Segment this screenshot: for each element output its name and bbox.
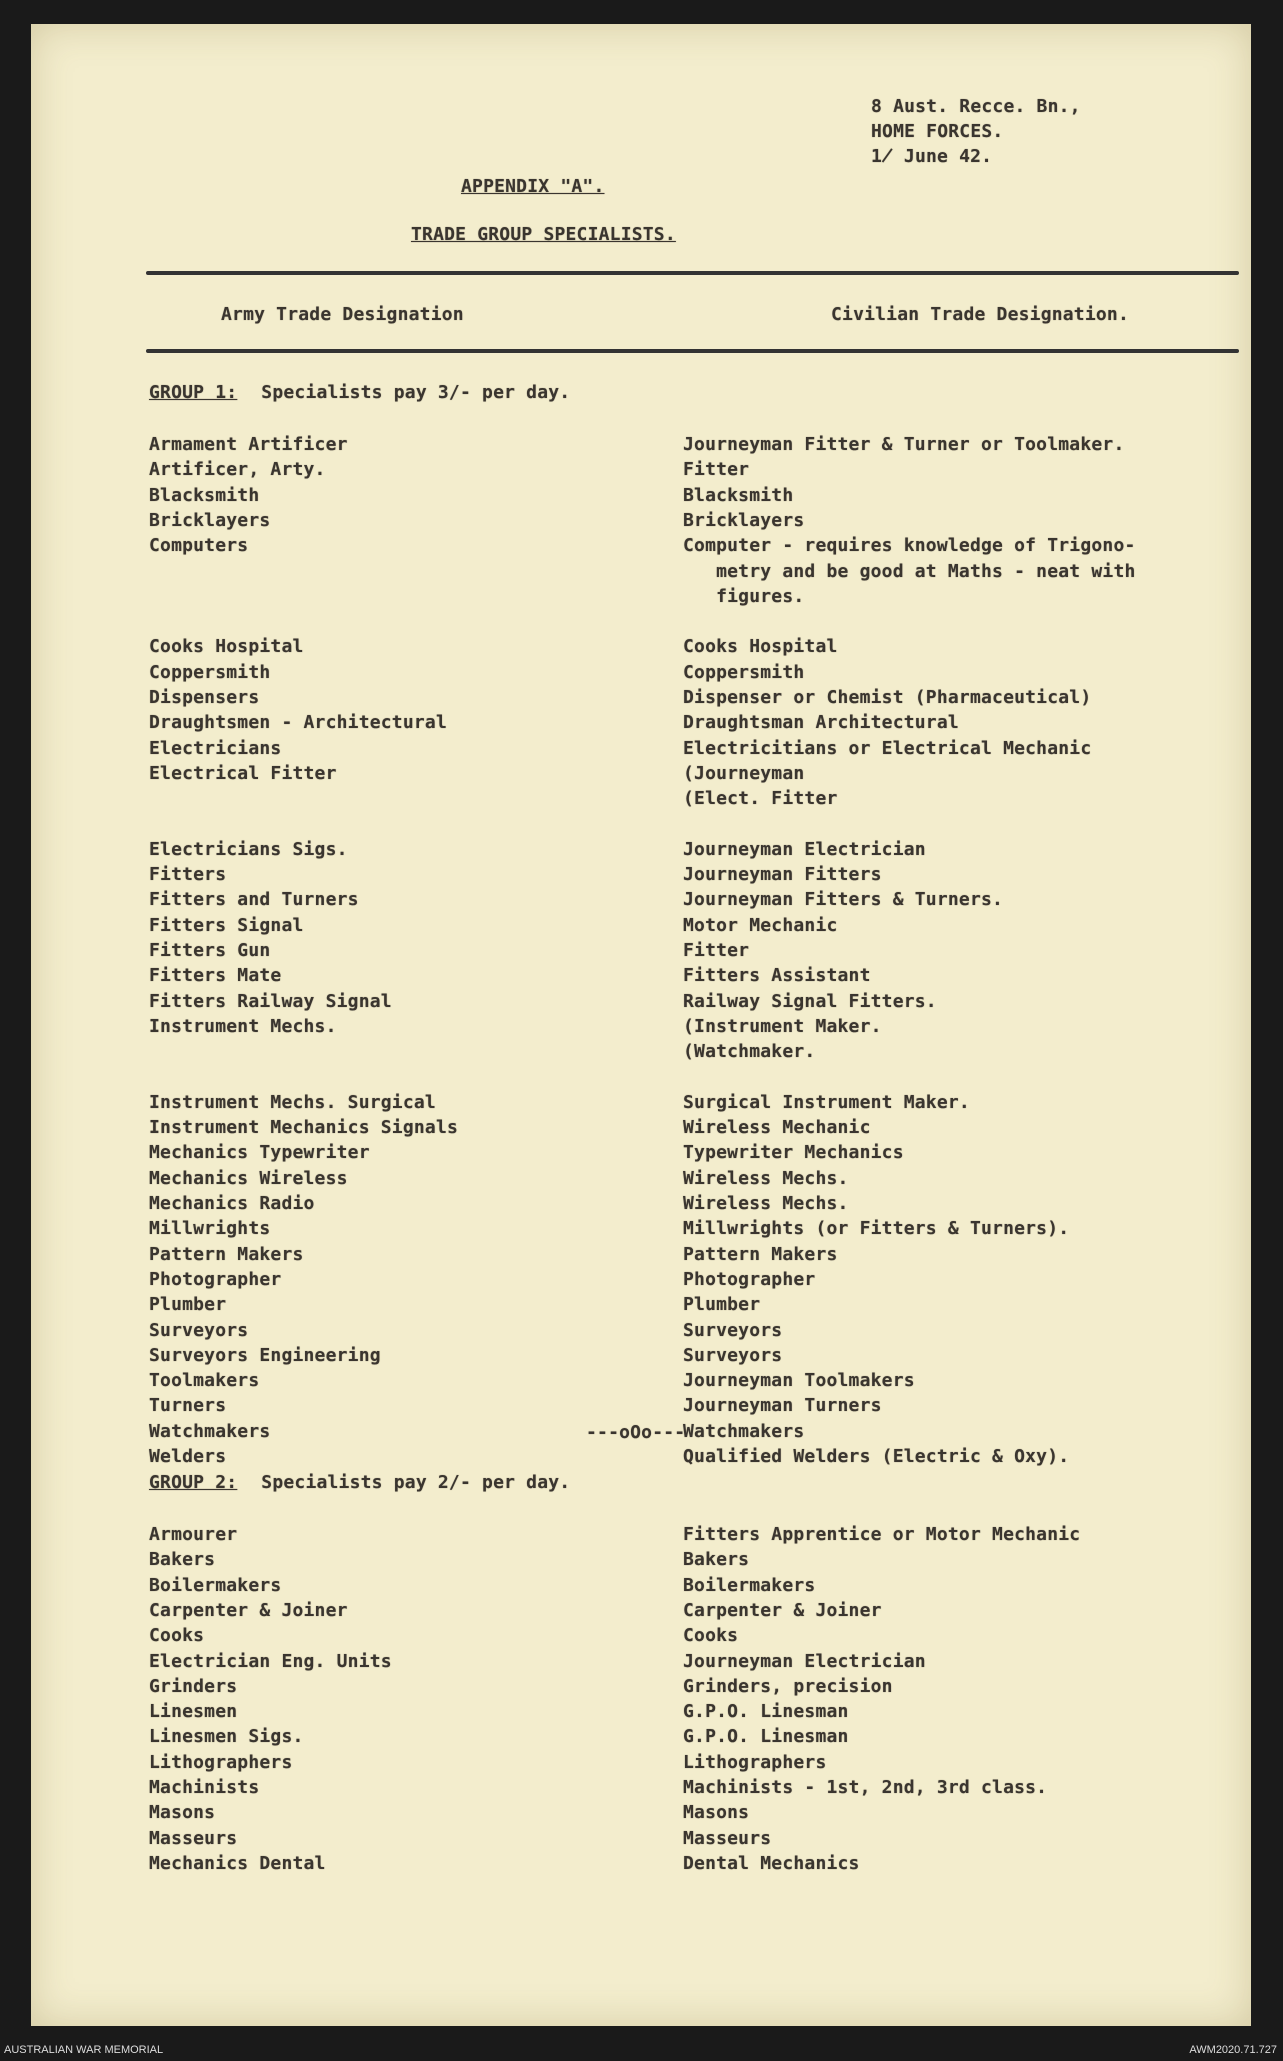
army-trade: Fitters Mate [149,965,282,987]
army-trade: Toolmakers [149,1370,260,1392]
table-row [149,459,1239,484]
table-row [149,763,1239,788]
army-trade: Pattern Makers [149,1243,304,1265]
civilian-trade: Boilermakers [683,1574,816,1596]
civilian-trade: Plumber [683,1294,761,1316]
army-trade: Cooks Hospital [149,636,304,658]
table-row [149,1345,1239,1370]
table-row [149,1269,1239,1294]
table-row [149,1320,1239,1345]
table-row [149,788,1239,813]
army-trade: Electrician Eng. Units [149,1650,392,1672]
army-trade: Masseurs [149,1827,238,1849]
table-row [149,1294,1239,1319]
civilian-trade: Journeyman Electrician [683,838,926,860]
separator: ---oOo--- [586,1422,686,1443]
army-trade: Bricklayers [149,509,271,531]
group-pay: Specialists pay 2/- per day. [261,1472,571,1493]
table-row [149,561,1239,586]
civilian-trade: Computer - requires knowledge of Trigono- [683,535,1136,557]
civilian-trade: Dispenser or Chemist (Pharmaceutical) [683,687,1092,708]
table-row [149,1395,1239,1420]
army-trade: Bakers [149,1549,216,1571]
table-row [149,510,1239,535]
civilian-trade: (Journeyman [683,762,805,784]
civilian-trade: (Instrument Maker. [683,1015,882,1037]
civilian-trade: Surveyors [683,1344,783,1366]
army-trade: Linesmen Sigs. [149,1726,304,1748]
army-trade: Coppersmith [149,661,271,683]
table-row [149,1676,1239,1701]
army-trade: Mechanics Wireless [149,1167,348,1189]
table-row [149,839,1239,864]
civilian-trade: Fitter [683,940,750,961]
table-row [149,1777,1239,1802]
army-trade: Grinders [149,1675,238,1697]
army-trade: Instrument Mechanics Signals [149,1117,459,1139]
table-row [149,738,1239,763]
table-row [149,1549,1239,1574]
civilian-trade: Typewriter Mechanics [683,1142,904,1164]
army-trade: Boilermakers [149,1574,282,1596]
table-row [149,1575,1239,1600]
table-row [149,586,1239,611]
group-pay: Specialists pay 3/- per day. [261,382,571,403]
civilian-trade: Pattern Makers [683,1243,838,1265]
table-row [149,1016,1239,1041]
table-row [149,1600,1239,1625]
group-1-heading [149,382,570,403]
civilian-trade: G.P.O. Linesman [683,1701,849,1723]
archive-credit: AUSTRALIAN WAR MEMORIAL [4,2044,164,2056]
civilian-trade: Fitters Apprentice or Motor Mechanic [683,1524,1081,1545]
table-row [149,636,1239,661]
army-trade: Instrument Mechs. Surgical [149,1091,436,1113]
civilian-trade: Journeyman Fitters & Turners. [683,889,1004,911]
civilian-column-heading: Civilian Trade Designation. [831,304,1129,325]
table-row [149,915,1239,940]
civilian-trade: Wireless Mechs. [683,1167,849,1189]
group-2-heading [149,1472,570,1493]
civilian-trade: Cooks [683,1625,739,1647]
civilian-trade: Wireless Mechs. [683,1193,849,1214]
civilian-trade: Dental Mechanics [683,1852,860,1874]
army-trade: Blacksmith [149,484,260,506]
civilian-trade: Journeyman Turners [683,1395,882,1417]
army-trade: Surveyors Engineering [149,1344,381,1366]
civilian-trade: Blacksmith [683,484,794,506]
civilian-trade: Fitter [683,459,750,481]
civilian-trade: Bakers [683,1549,750,1571]
civilian-trade: Electricitians or Electrical Mechanic [683,737,1092,759]
table-row [149,1802,1239,1827]
civilian-trade: Masons [683,1802,750,1824]
table-row [149,1828,1239,1853]
civilian-trade: Motor Mechanic [683,914,838,936]
table-row [149,1726,1239,1751]
archive-reference: AWM2020.71.727 [1189,2044,1277,2056]
civilian-trade: Carpenter & Joiner [683,1599,882,1621]
army-trade: Computers [149,535,249,557]
army-column-heading: Army Trade Designation [221,304,464,325]
army-trade: Machinists [149,1777,260,1798]
table-row [149,1446,1239,1471]
army-trade: Fitters [149,864,227,886]
civilian-trade: Journeyman Fitter & Turner or Toolmaker. [683,434,1125,455]
civilian-trade: Coppersmith [683,661,805,683]
table-row [149,1625,1239,1650]
table-row [149,712,1239,737]
table-row [149,434,1239,459]
army-trade: Plumber [149,1294,227,1316]
civilian-trade: G.P.O. Linesman [683,1726,849,1748]
section-title: TRADE GROUP SPECIALISTS. [411,224,676,245]
table-row [149,1092,1239,1117]
civilian-trade: Grinders, precision [683,1675,893,1697]
civilian-trade: Journeyman Electrician [683,1650,926,1672]
table-row [149,535,1239,560]
table-row [149,1524,1239,1549]
army-trade: Millwrights [149,1218,271,1240]
table-row [149,1421,1239,1446]
army-trade: Watchmakers [149,1420,271,1442]
table-row [149,940,1239,965]
unit-address-block [871,94,1081,169]
civilian-trade: Draughtsman Architectural [683,712,959,734]
civilian-trade: figures. [683,585,805,607]
table-row [149,1168,1239,1193]
civilian-trade: Journeyman Toolmakers [683,1370,915,1392]
civilian-trade: Photographer [683,1268,816,1290]
table-row [149,1244,1239,1269]
civilian-trade: Bricklayers [683,509,805,531]
army-trade: Carpenter & Joiner [149,1599,348,1621]
army-trade: Instrument Mechs. [149,1015,337,1037]
table-row [149,864,1239,889]
army-trade: Electricians [149,737,282,759]
army-trade: Mechanics Dental [149,1852,326,1874]
table-row [149,1142,1239,1167]
table-row [149,1752,1239,1777]
appendix-title: APPENDIX "A". [461,176,605,197]
table-row [149,889,1239,914]
army-trade: Fitters and Turners [149,889,359,911]
table-row [149,1701,1239,1726]
table-row [149,687,1239,712]
army-trade: Photographer [149,1268,282,1290]
army-trade: Cooks [149,1625,205,1647]
army-trade: Electrical Fitter [149,762,337,784]
table-row [149,1117,1239,1142]
civilian-trade: Railway Signal Fitters. [683,990,937,1012]
top-rule [146,271,1239,275]
table-row [149,991,1239,1016]
table-row [149,965,1239,990]
civilian-trade: (Watchmaker. [683,1041,816,1063]
civilian-trade: Surgical Instrument Maker. [683,1091,970,1113]
civilian-trade: Lithographers [683,1751,827,1773]
unit-line: 8 Aust. Recce. Bn., [871,96,1081,117]
army-trade: Lithographers [149,1751,293,1773]
table-row [149,1370,1239,1395]
table-row [149,1193,1239,1218]
unit-line: HOME FORCES. [871,121,1004,142]
civilian-trade: Watchmakers [683,1420,805,1442]
civilian-trade: Fitters Assistant [683,965,871,987]
army-trade: Mechanics Radio [149,1193,315,1214]
group-label: GROUP 1: [149,382,238,403]
army-trade: Fitters Railway Signal [149,990,392,1012]
unit-line: 1̸ June 42. [871,146,993,167]
army-trade: Electricians Sigs. [149,838,348,860]
civilian-trade: Journeyman Fitters [683,864,882,886]
army-trade: Fitters Gun [149,940,271,961]
civilian-trade: (Elect. Fitter [683,788,838,810]
group-label: GROUP 2: [149,1472,238,1493]
civilian-trade: Cooks Hospital [683,636,838,658]
civilian-trade: metry and be good at Maths - neat with [683,560,1136,582]
army-trade: Artificer, Arty. [149,459,326,481]
civilian-trade: Wireless Mechanic [683,1117,871,1139]
army-trade: Masons [149,1802,216,1824]
table-row [149,662,1239,687]
army-trade: Armourer [149,1524,238,1545]
civilian-trade: Millwrights (or Fitters & Turners). [683,1218,1070,1240]
army-trade: Turners [149,1395,227,1417]
army-trade: Surveyors [149,1319,249,1341]
civilian-trade: Surveyors [683,1319,783,1341]
army-trade: Linesmen [149,1701,238,1723]
document-page [31,24,1251,2026]
table-row [149,1651,1239,1676]
army-trade: Draughtsmen - Architectural [149,712,447,734]
civilian-trade: Masseurs [683,1827,772,1849]
civilian-trade: Qualified Welders (Electric & Oxy). [683,1446,1070,1467]
table-row [149,1853,1239,1878]
table-row [149,485,1239,510]
civilian-trade: Machinists - 1st, 2nd, 3rd class. [683,1777,1048,1798]
army-trade: Fitters Signal [149,914,304,936]
army-trade: Mechanics Typewriter [149,1142,370,1164]
table-row [149,1041,1239,1066]
bottom-rule [146,349,1239,353]
table-row [149,1218,1239,1243]
army-trade: Armament Artificer [149,434,348,455]
army-trade: Welders [149,1446,227,1467]
army-trade: Dispensers [149,687,260,708]
